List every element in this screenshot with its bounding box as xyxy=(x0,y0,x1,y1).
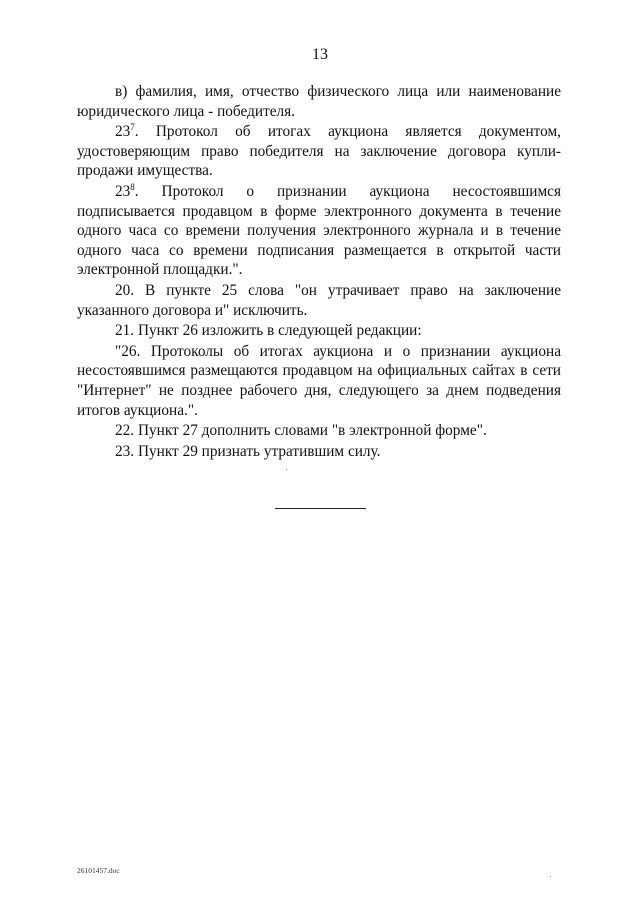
paragraph-26 xyxy=(77,342,561,420)
scan-speck xyxy=(550,876,551,877)
footer-filename: 26101457.doc xyxy=(77,866,120,875)
paragraph-text: . Протокол о признании аукциона несостоявшимся подписывается продавцом в форме электронного документа в течение одного часа со времени получения электронного журнала и в течение одного часа со времени подписания размещается в открытой части электронной площадки.". xyxy=(77,182,561,279)
paragraph-23 xyxy=(77,442,561,462)
paragraph-superscript: 7 xyxy=(130,122,135,133)
paragraph-text: в) фамилия, имя, отчество физического лица или наименование юридического лица - победителя. xyxy=(77,83,561,120)
paragraph-21 xyxy=(77,321,561,341)
paragraph-20 xyxy=(77,281,561,320)
paragraph-text: "26. Протоколы об итогах аукциона и о признании аукциона несостоявшимся размещаются продавцом на официальных сайтах в сети "Интернет" не позднее рабочего дня, следующего за днем подведения итогов аукциона.". xyxy=(77,342,561,419)
paragraph-v xyxy=(77,82,561,121)
paragraph-23-7 xyxy=(77,122,561,181)
document-body xyxy=(77,82,561,461)
paragraph-number: 23 xyxy=(115,123,131,141)
page-number: 13 xyxy=(312,46,328,63)
paragraph-text: 22. Пункт 27 дополнить словами "в электронной форме". xyxy=(115,422,487,440)
scan-speck xyxy=(286,469,287,470)
paragraph-text: . Протокол об итогах аукциона является документом, удостоверяющим право победителя на заключение договора купли-продажи имущества. xyxy=(77,123,561,180)
paragraph-text: 21. Пункт 26 изложить в следующей редакции: xyxy=(115,322,422,340)
paragraph-22 xyxy=(77,421,561,441)
paragraph-23-8 xyxy=(77,182,561,280)
paragraph-number: 23 xyxy=(115,182,131,200)
paragraph-text: 20. В пункте 25 слова "он утрачивает право на заключение указанного договора и" исключить. xyxy=(77,281,561,319)
end-rule xyxy=(275,508,366,509)
paragraph-text: 23. Пункт 29 признать утратившим силу. xyxy=(115,442,381,460)
paragraph-superscript: 8 xyxy=(130,181,135,192)
